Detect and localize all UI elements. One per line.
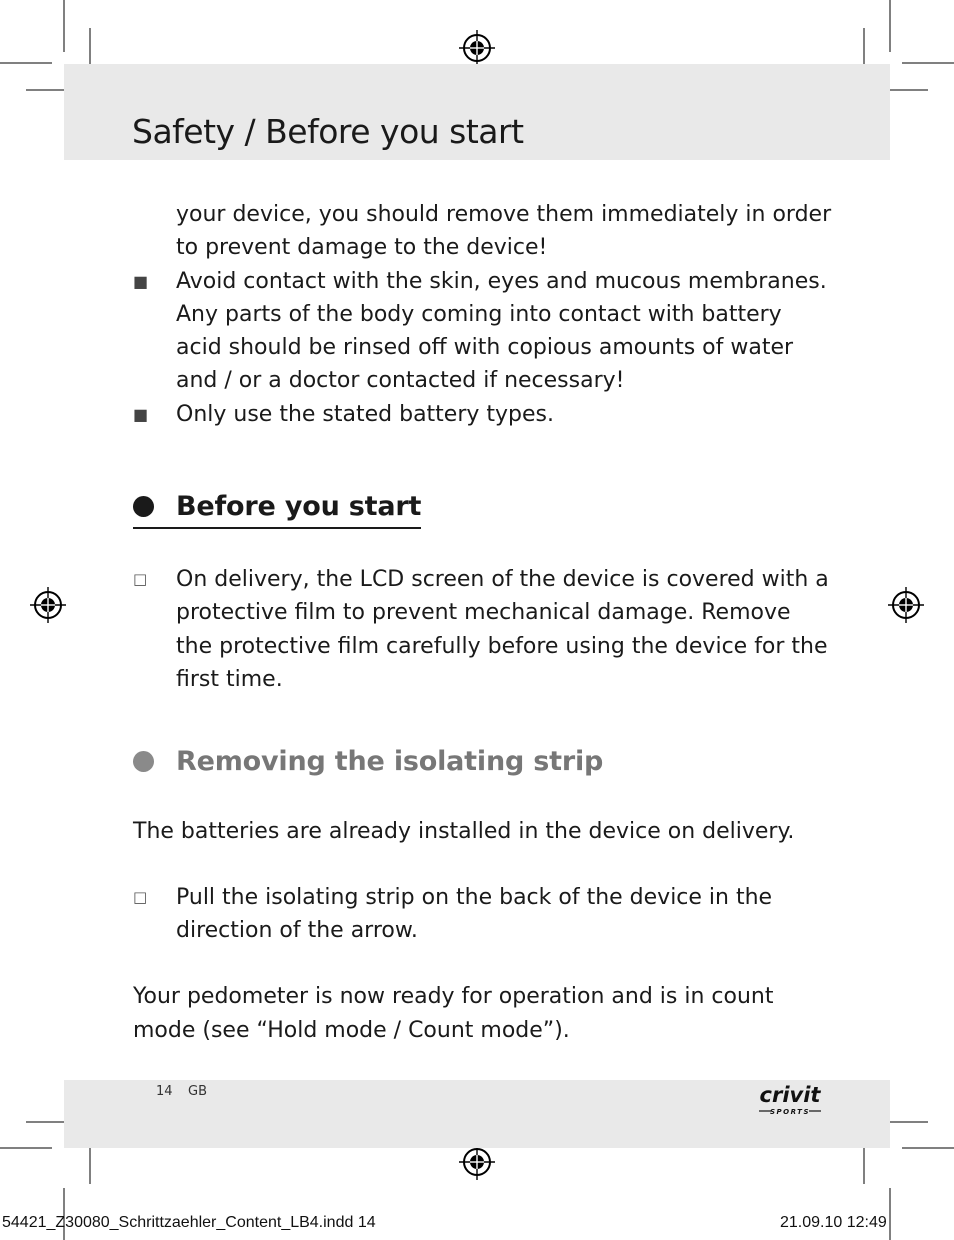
instruction-step: [133, 881, 833, 948]
step-text: On delivery, the LCD screen of the device is covered with a protective film to prevent mechanical damage. Remove the protective film carefully before using the device for the first time.: [176, 567, 829, 692]
square-bullet-icon: ■: [133, 271, 149, 291]
checkbox-square-icon: □: [133, 887, 148, 906]
bullet-text: Only use the stated battery types.: [176, 401, 554, 427]
logo-sub-text: SPORTS: [769, 1108, 811, 1116]
section-heading-isolating-strip: [133, 744, 603, 780]
print-slug-datetime: 21.09.10 12:49: [780, 1214, 887, 1231]
logo-brand-text: crivit: [759, 1083, 821, 1107]
print-slug-filename: 54421_Z30080_Schrittzaehler_Content_LB4.indd 14: [2, 1214, 376, 1231]
page-content: [133, 198, 833, 1047]
safety-bullet: [133, 398, 833, 431]
outro-paragraph: Your pedometer is now ready for operation and is in count mode (see “Hold mode / Count mode”).: [133, 984, 774, 1043]
bullet-text: Avoid contact with the skin, eyes and mucous membranes. Any parts of the body coming into contact with battery acid should be rinsed off with copious amounts of water and / or a doctor contacted if necessary!: [176, 268, 827, 394]
step-text: Pull the isolating strip on the back of the device in the direction of the arrow.: [176, 884, 773, 944]
checkbox-square-icon: □: [133, 570, 148, 589]
safety-bullet: [133, 265, 833, 398]
registration-mark-bottom: [459, 1144, 495, 1180]
registration-mark-left: [30, 587, 66, 623]
section-heading-before-you-start: [133, 489, 421, 529]
heading-text: Before you start: [176, 491, 422, 523]
page-number: 14: [156, 1084, 173, 1099]
language-code: GB: [188, 1084, 207, 1099]
registration-mark-top: [459, 30, 495, 66]
filled-circle-icon: [133, 751, 154, 772]
registration-mark-right: [888, 587, 924, 623]
intro-paragraph: The batteries are already installed in the device on delivery.: [133, 818, 795, 844]
crivit-sports-logo: [756, 1082, 824, 1118]
filled-circle-icon: [133, 496, 154, 517]
continued-paragraph: your device, you should remove them immediately in order to prevent damage to the device!: [176, 202, 832, 261]
square-bullet-icon: ■: [133, 404, 149, 424]
heading-text: Removing the isolating strip: [176, 746, 604, 778]
page-title: Safety / Before you start: [132, 112, 524, 151]
instruction-step: [133, 563, 833, 696]
